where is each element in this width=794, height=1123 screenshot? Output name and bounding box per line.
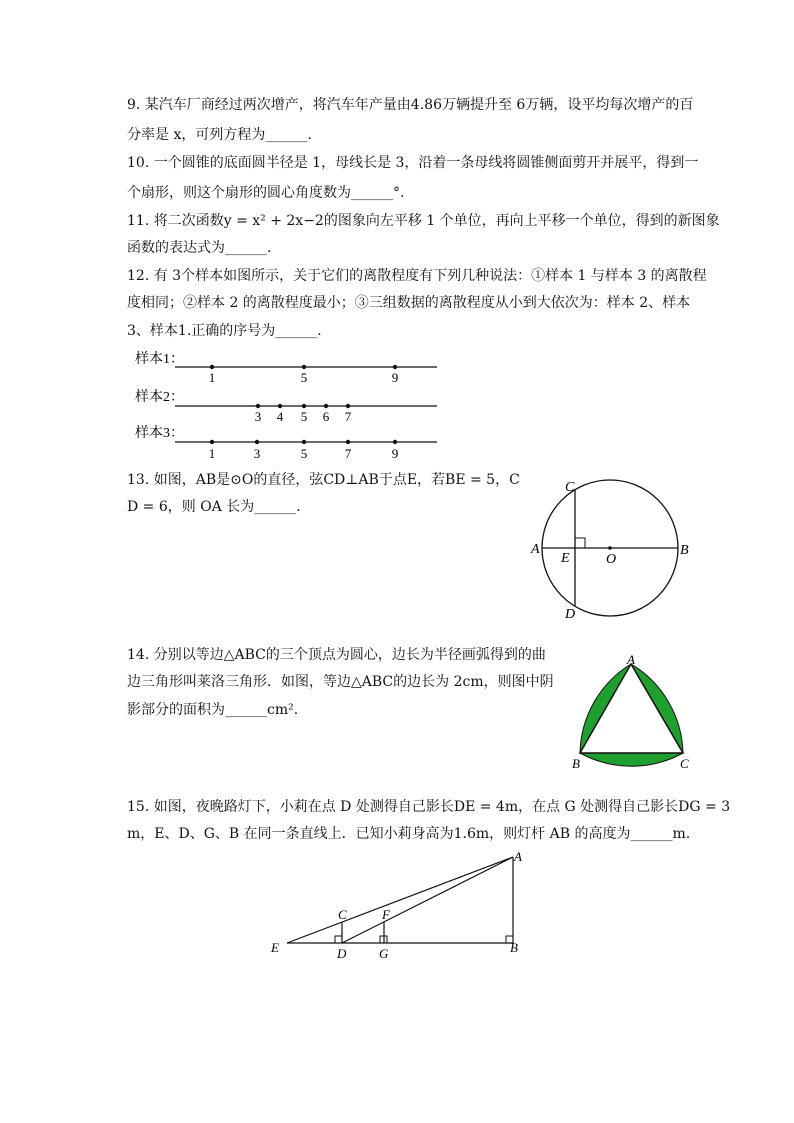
- circle-diameter-figure: [525, 475, 700, 625]
- label-a: A: [627, 652, 635, 667]
- sample-2-point: [278, 404, 282, 408]
- sample-2-tick: 5: [300, 409, 308, 424]
- sample-3-row: [135, 424, 437, 461]
- sample-1-tick: 5: [300, 370, 308, 385]
- label-c: C: [680, 756, 689, 771]
- sample-2-tick: 4: [276, 409, 284, 424]
- sample-1-tick: 1: [208, 370, 216, 385]
- q15-line-1: 15. 如图，夜晚路灯下，小莉在点 D 处测得自己影长DE = 4m，在点 G 处测得自己影长DG = 3: [127, 799, 731, 815]
- sample-2-row: [135, 388, 437, 424]
- label-e: E: [561, 551, 570, 566]
- light-ray-da: [342, 857, 513, 943]
- sample-number-lines-figure: [130, 345, 450, 465]
- q9-line-2: 分率是 x，可列方程为______.: [127, 127, 312, 143]
- sample-3-tick: 7: [344, 446, 352, 461]
- label-b: B: [510, 940, 518, 955]
- label-b: B: [680, 543, 689, 558]
- center-point: [608, 546, 612, 550]
- sample-3-point: [393, 440, 397, 444]
- sample-2-tick: 3: [254, 409, 262, 424]
- sample-2-point: [302, 404, 306, 408]
- q10-line-2: 个扇形，则这个扇形的圆心角度数为______°.: [127, 185, 405, 201]
- q12-line-3: 3、样本1.正确的序号为______.: [127, 323, 322, 339]
- q11-line-2: 函数的表达式为______.: [127, 240, 272, 256]
- label-b: B: [572, 756, 580, 771]
- label-g: G: [379, 946, 389, 961]
- streetlight-shadow-figure: [265, 848, 535, 963]
- sample-3-tick: 1: [208, 446, 216, 461]
- q12-line-1: 12. 有 3个样本如图所示，关于它们的离散程度有下列几种说法：①样本 1 与样本 3 的离散程: [127, 268, 707, 284]
- sample-2-point: [324, 404, 328, 408]
- label-f: F: [382, 907, 390, 922]
- right-angle-d: [335, 936, 342, 943]
- sample-2-label: 样本2：: [135, 390, 184, 405]
- q10-line-1: 10. 一个圆锥的底面圆半径是 1，母线长是 3，沿着一条母线将圆锥侧面剪开并展平，得到一: [127, 155, 699, 171]
- sample-3-point: [346, 440, 350, 444]
- sample-1-label: 样本1：: [135, 352, 184, 367]
- q14-line-3: 影部分的面积为______cm².: [127, 702, 299, 718]
- q13-line-1: 13. 如图，AB是⊙O的直径，弦CD⊥AB于点E，若BE = 5，C: [127, 472, 520, 488]
- sample-1-point: [302, 365, 306, 369]
- sample-2-point: [256, 404, 260, 408]
- sample-1-point: [210, 365, 214, 369]
- sample-2-tick: 6: [322, 409, 330, 424]
- sample-1-tick: 9: [391, 370, 399, 385]
- q15-line-2: m，E、D、G、B 在同一条直线上．已知小莉身高为1.6m，则灯杆 AB 的高度为______m.: [127, 826, 691, 842]
- label-d: D: [337, 946, 347, 961]
- light-ray-ea: [287, 857, 513, 943]
- q9-line-1: 9. 某汽车厂商经过两次增产，将汽车年产量由4.86万辆提升至 6万辆，设平均每次增产的百: [127, 97, 694, 113]
- sample-3-point: [255, 440, 259, 444]
- sample-1-point: [393, 365, 397, 369]
- label-a: A: [531, 542, 540, 557]
- label-d: D: [565, 607, 576, 622]
- sample-3-point: [210, 440, 214, 444]
- q14-line-1: 14. 分别以等边△ABC的三个顶点为圆心，边长为半径画弧得到的曲: [127, 647, 546, 663]
- q13-line-2: D = 6，则 OA 长为______.: [127, 499, 301, 515]
- sample-2-point: [346, 404, 350, 408]
- sample-3-tick: 9: [391, 446, 399, 461]
- label-o: O: [606, 552, 617, 567]
- right-angle-mark: [575, 538, 585, 548]
- sample-3-tick: 3: [253, 446, 261, 461]
- sample-2-tick: 7: [344, 409, 352, 424]
- sample-3-label: 样本3：: [135, 426, 184, 441]
- q12-line-2: 度相同；②样本 2 的离散程度最小；③三组数据的离散程度从小到大依次为：样本 2、样本: [127, 295, 691, 311]
- label-a: A: [514, 849, 522, 864]
- label-c: C: [338, 907, 347, 922]
- shaded-segment-bottom: [580, 753, 683, 766]
- reuleaux-triangle-figure: [565, 650, 700, 775]
- sample-1-row: [135, 350, 437, 385]
- sample-3-tick: 5: [300, 446, 308, 461]
- sample-3-point: [302, 440, 306, 444]
- q14-line-2: 边三角形叫莱洛三角形．如图，等边△ABC的边长为 2cm，则图中阴: [127, 674, 554, 690]
- q11-line-1: 11. 将二次函数y = x² + 2x−2的图象向左平移 1 个单位，再向上平移一个单位，得到的新图象: [127, 213, 720, 229]
- label-c: C: [565, 480, 575, 495]
- label-e: E: [271, 940, 279, 955]
